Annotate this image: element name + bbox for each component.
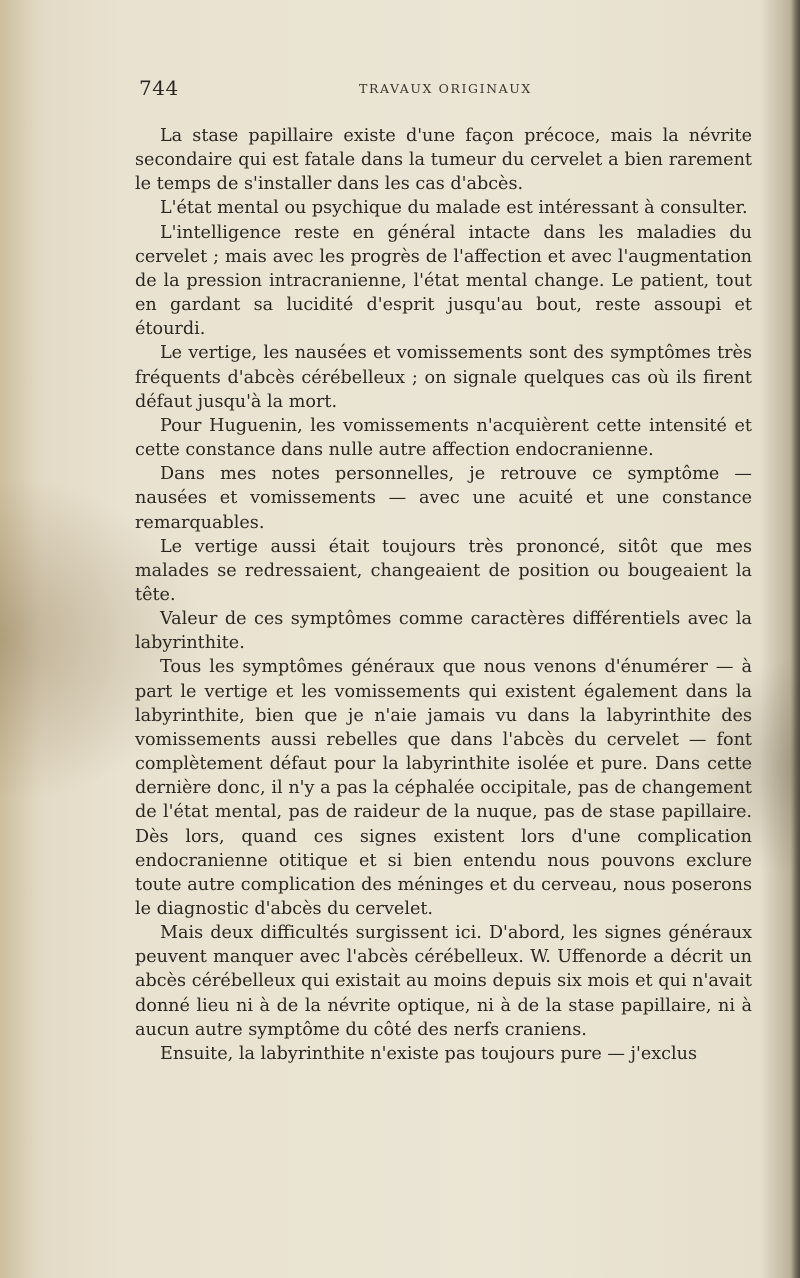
paragraph: Pour Huguenin, les vomissements n'acquièrent cette intensité et cette constance dans nulle autre affection endocranienne. — [135, 415, 752, 461]
paragraph: Tous les symptômes généraux que nous venons d'énumérer — à part le vertige et les vomissements qui existent également dans la labyrinthite, bien que je n'aie jamais vu dans la labyrinthite des vomissements aussi rebelles que dans l'abcès du cervelet — font complètement défaut pour la labyrinthite isolée et pure. Dans cette dernière donc, il n'y a pas la céphalée occipitale, pas de changement de l'état mental, pas de raideur de la nuque, pas de stase papillaire. Dès lors, quand ces signes existent lors d'une complication endocranienne otitique et si bien entendu nous pouvons exclure toute autre complication des méninges et du cerveau, nous poserons le diagnostic d'abcès du cervelet. — [135, 657, 752, 919]
body-text — [135, 124, 752, 1066]
page-header — [139, 76, 752, 104]
paragraph: Mais deux difficultés surgissent ici. D'abord, les signes généraux peuvent manquer avec l'abcès cérébelleux. W. Uffenorde a décrit un abcès cérébelleux qui existait au moins depuis six mois et qui n'avait donné lieu ni à de la névrite optique, ni à de la stase papillaire, ni à aucun autre symptôme du côté des nerfs craniens. — [135, 923, 752, 1040]
paragraph: La stase papillaire existe d'une façon précoce, mais la névrite secondaire qui est fatale dans la tumeur du cervelet a bien rarement le temps de s'installer dans les cas d'abcès. — [135, 126, 752, 195]
paragraph: Dans mes notes personnelles, je retrouve ce symptôme — nausées et vomissements — avec une acuité et une constance remarquables. — [135, 464, 752, 533]
paragraph: Le vertige, les nausées et vomissements sont des symptômes très fréquents d'abcès cérébelleux ; on signale quelques cas où ils firent défaut jusqu'à la mort. — [135, 343, 752, 412]
page-number: 744 — [139, 76, 179, 100]
running-title: TRAVAUX ORIGINAUX — [359, 81, 532, 96]
paragraph: L'état mental ou psychique du malade est intéressant à consulter. — [160, 198, 748, 219]
paragraph: Valeur de ces symptômes comme caractères différentiels avec la labyrinthite. — [135, 609, 752, 654]
page-edge-shadow — [790, 0, 800, 1278]
paragraph: L'intelligence reste en général intacte dans les maladies du cervelet ; mais avec les progrès de l'affection et avec l'augmentation de la pression intracranienne, l'état mental change. Le patient, tout en gardant sa lucidité d'esprit jusqu'au bout, reste assoupi et étourdi. — [135, 222, 752, 340]
paragraph: Ensuite, la labyrinthite n'existe pas toujours pure — j'exclus — [160, 1043, 697, 1064]
paragraph: Le vertige aussi était toujours très prononcé, sitôt que mes malades se redressaient, changeaient de position ou bougeaient la tête. — [135, 536, 752, 605]
